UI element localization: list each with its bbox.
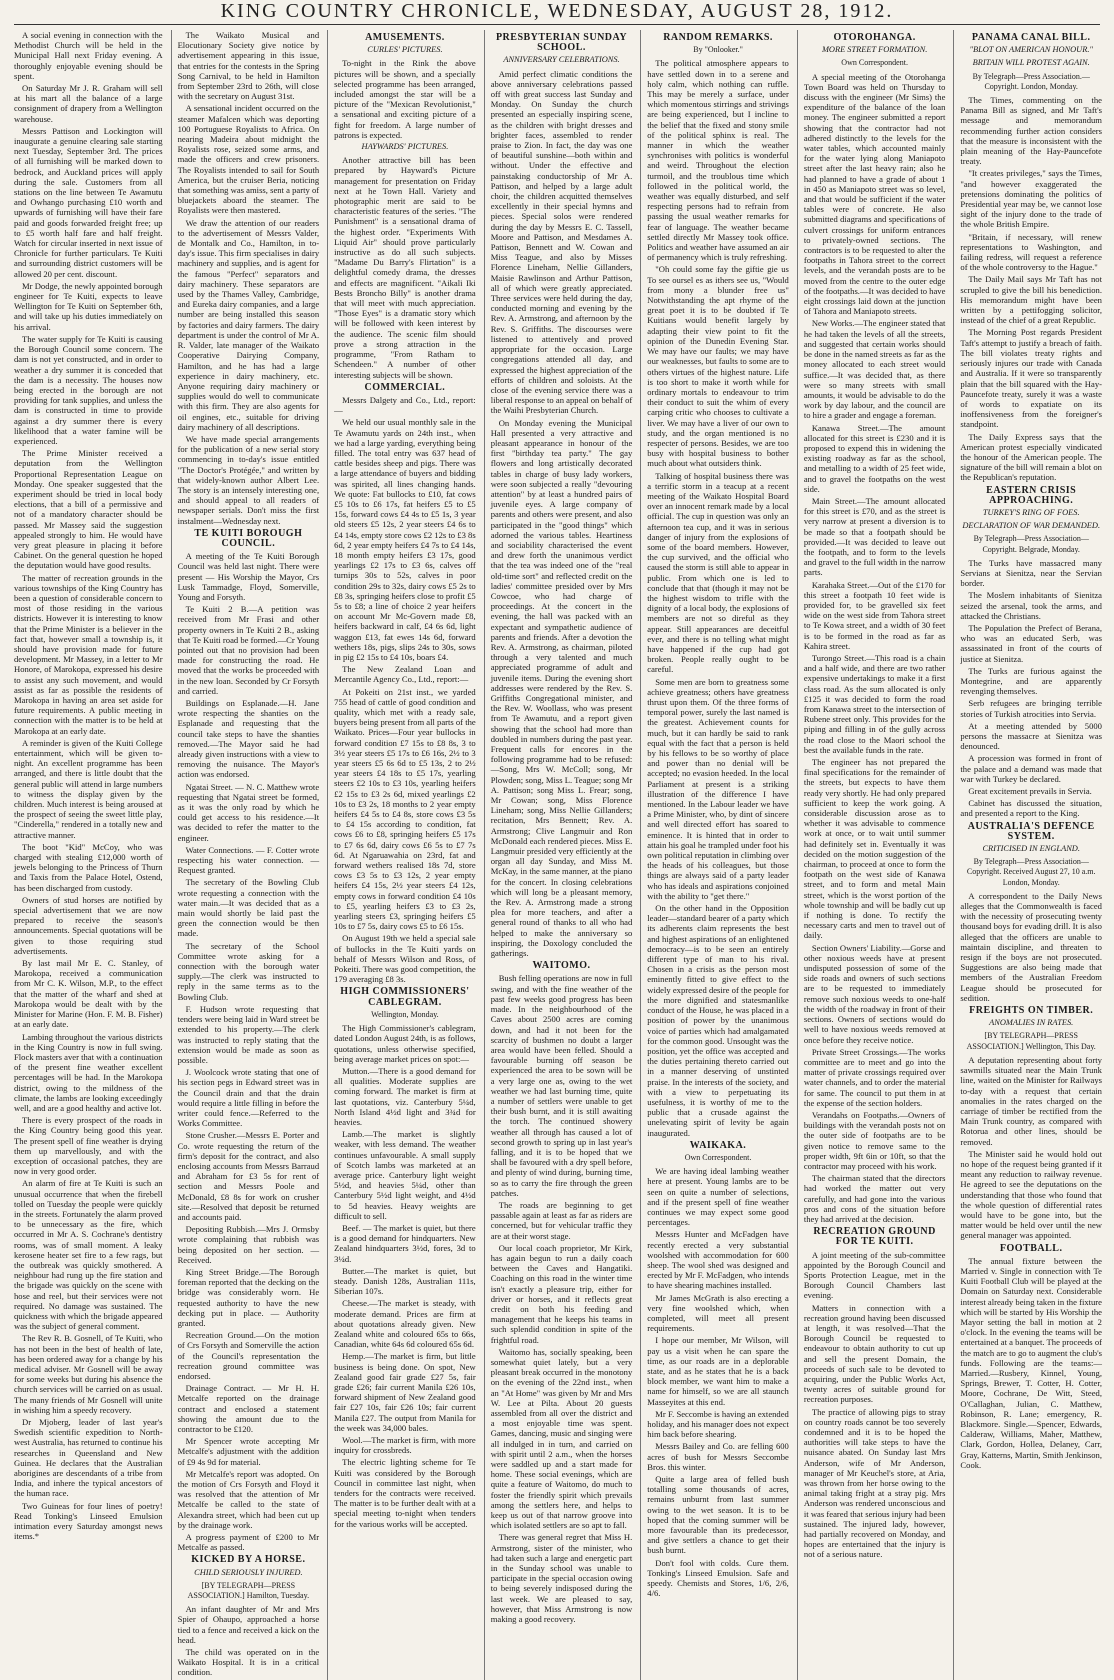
- article-subheading: DECLARATION OF WAR DEMANDED.: [962, 521, 1101, 531]
- article-subheading: BRITAIN WILL PROTEST AGAIN.: [972, 58, 1090, 68]
- column-3: [327, 30, 476, 1680]
- masthead: KING COUNTRY CHRONICLE, WEDNESDAY, AUGUST 28, 1912.: [220, 0, 894, 22]
- article-paragraph: The chairman stated that the directors had worked the matter out very carefully, and had gone into the various pros and cons of the situation before they had arrived at the decision.: [803, 1173, 946, 1224]
- article-paragraph: To-night in the Rink the above pictures will be shown, and a specially selected programme has been arranged, included amongst the star will be a picture of the "Mexican Revolutionist," a sensational and exciting picture of a fight for freedom. A large number of patrons is expected.: [334, 58, 476, 140]
- article-paragraph: The Population the Prefect of Berana, who was an educated Serb, was assassinated in front of the courts of justice at Sienitza.: [960, 622, 1102, 664]
- article-paragraph: Section Owners' Liability.—Gorse and other noxious weeds have at present undisputed possession of some of the side roads and owners of such sections are to be requested to immediately remove such noxious weeds to one-half the width of the roadway in front of their sections. Owners of sections would do well to have noxious weeds removed at once before they receive notice.: [803, 942, 946, 1045]
- column-4: [484, 30, 633, 1680]
- article-paragraph: We draw the attention of our readers to the advertisement of Messrs Valder, de Montalk and Co., Hamilton, in to-day's issue. This firm specialises in dairy machinery and supplies, and is agent for the famous "Perfect" separators and dairy machinery. These separators are used by the Thames Valley, Cambridge, and Eureka dairy companies, and a large number are being installed this season by factories and dairy farmers. The dairy department is under the control of Mr A. R. Valder, late manager of the Waikato Cooperative Dairying Company, Hamilton, and he has had a large experience in dairy machinery, etc. Anyone requiring dairy machinery or supplies would do well to communicate with this firm. They are also agents for oil engines, etc., suitable for driving dairy machinery of all descriptions.: [177, 217, 320, 432]
- article-paragraph: Water Connections. — F. Cotter wrote respecting his water connection. —Request granted.: [177, 844, 320, 876]
- article-paragraph: Turongo Street.—This road is a chain and a half wide, and there are two rather expensive undertakings to make it a first class road. As the sum allocated is only £125 it was decided to form the road from Kanawa street to the intersection of Rubene street only. This provides for the piping and filling in of the gully across the road close to the Maori school the best the available funds in the rate.: [803, 652, 946, 755]
- article-heading: KICKED BY A HORSE.: [191, 1554, 306, 1566]
- article-paragraph: The roads are beginning to get passable again at least as far as riders are concerned, but for vehicular traffic they are at their worst stage.: [490, 1199, 633, 1241]
- article-paragraph: On Monday evening the Municipal Hall presented a very attractive and pleasant appearance in honour of the first "birthday tea party." The gay flowers and long artistically decorated tables in charge of busy lady workers, were soon subjected a really "devouring attention" by at least a hundred pairs of juvenile eyes. A large company of parents and others were present, and also participated in the "good things" which adorned the various tables. Heartiness and sociability characterised the event and drew forth the unanimous verdict that the tea was indeed one of the "real old-time sort" and reflected credit on the ladies' committee presided over by Mrs Cowcoe, who had charge of proceedings. At the concert in the evening, the hall was packed with an expectant and sympathetic audience of parents and friends. After a devotion the Rev. A. Armstrong, as chairman, piloted through a very talented and much appreciated programme of adult and juvenile items. During the evening short addresses were rendered by the Rev. S. Griffiths Congregational minister, and the Rev. W. Woollass, who was present from Te Awamutu, and a report given showing that the school had more than doubled in numbers during the past year. Frequent calls for encores in the following programme had to be refused:—Song, Mrs W. McColl; song, Mr Plowden; song, Miss L. Teague; song Mr A. Pattison; song Miss L. Frear; song, Mr Cowan; song, Miss Florence Lineham; song, Miss Nellie Gillanders; recitation, Mrs Bennett; Rev. A. Armstrong; Clive Langmuir and Ron McDonald each rendered pieces. Miss E. Langmuir presided very efficiently at the organ all day Sunday, and Miss M. McKay, in the same manner, at the piano for the concert. In closing celebrations which will long be a pleasant memory, the Rev. A. Armstrong made a strong plea for more teachers, and after a general round of thanks to all who had helped to make the anniversary so inspiring, the Doxology concluded the gatherings.: [490, 417, 633, 959]
- article-paragraph: The water supply for Te Kuiti is causing the Borough Council some concern. The dam is not yet constructed, and in order to weather a dry summer it is conceded that the dam is a necessity. The houses now being erected in the borough are not providing for tank supplies, and unless the dam is constructed in time to provide against a dry summer there is every likelihood that a water famine will be experienced.: [14, 333, 163, 446]
- article-paragraph: "Oh could some fay the giftie gie us To see oursel es as ithers see us, "Would from mony a blunder free us" Notwithstanding the apt rhyme of the great poet it is to be doubted if Te Kuitians would benefit largely by adapting their view point to fit the opinion of the Dunedin Evening Star. We may have our faults; we may have our weaknesses, but faults to some are to others virtues of the highest nature. Life is too short to make it worth while for ordinary mortals to endeavour to trim their conduct to suit the whim of every carping critic who chooses to cultivate a liver. We may have a liver of our own to study, and the organ mentioned is no respecter of persons. Besides, we are too busy with hospital business to bother much about what outsiders think.: [647, 264, 789, 469]
- article-paragraph: Messrs Hunter and McFadgen have recently erected a very substantial woolshed with accommodation for 600 sheep. The wool shed was designed and erected by Mr F. McFadgen, who intends to have shearing machines installed.: [647, 1229, 789, 1291]
- article-byline: [BY TELEGRAPH—PRESS ASSOCIATION.] Hamilton, Tuesday.: [187, 1580, 310, 1601]
- article-byline: By Telegraph—Press Association—Copyright. Received August 27, 10 a.m. London, Monday.: [966, 857, 1096, 887]
- article-subheading: CRITICISED IN ENGLAND.: [982, 844, 1080, 854]
- article-paragraph: A correspondent to the Daily News alleges that the Commonwealth is faced with the necessity of prosecuting twenty thousand boys for evading drill. It is also alleged that the officers are unable to maintain discipline, and threaten to resign if the boys are not prosecuted. Suggestions are also being made that members of the Australian Freedom League should be prosecuted for sedition.: [960, 890, 1102, 1003]
- article-paragraph: A procession was formed in front of the palace and a demand was made that war with Turkey be declared.: [960, 753, 1102, 784]
- article-paragraph: An alarm of fire at Te Kuiti is such an unusual occurrence that when the firebell tolled on Tuesday the people were quickly in the streets. Fortunately the alarm proved to be unnecessary as the fire, which occurred in Mr A. S. Cochrane's dentistry rooms, was of small moment. A leaky kerosene heater set fire to a few rags, but the outbreak was quickly smothered. A neighbour had rung up the fire station and the brigade was quickly on the scene with hose and reel, but their services were not required. No damage was sustained. The quickness with which the brigade appeared was the subject of general comment.: [14, 1178, 163, 1332]
- article-paragraph: Don't fool with colds. Cure them. Tonking's Linseed Emulsion. Safe and speedy. Chemists and Stores, 1/6, 2/6, 4/6.: [647, 1557, 789, 1599]
- article-paragraph: Private Street Crossings.—The works committee are to meet and go into the matter of private crossings required over water channels, and to order the material for same. The council to put them in at the expense of the section holders.: [803, 1046, 946, 1108]
- article-paragraph: Drainage Contract. — Mr H. H. Metcalfe reported on the drainage contract and enclosed a statement showing the amount due to the contractor to be £120.: [177, 1383, 320, 1435]
- article-heading: AUSTRALIA'S DEFENCE SYSTEM.: [967, 820, 1095, 842]
- article-paragraph: Mr James McGrath is also erecting a very fine woolshed which, when completed, will meet all present requirements.: [647, 1292, 789, 1334]
- article-paragraph: The Morning Post regards President Taft's attempt to justify a breach of faith. The bill violates treaty rights and seriously injures our trade with Canada and Australia. If it were so transparently plain that the bill squared with the Hay-Pauncefote treaty, surely it was a waste of words to expatiate on its inoffensiveness from the foreigner's standpoint.: [960, 327, 1102, 430]
- article-paragraph: A meeting of the Te Kuiti Borough Council was held last night. There were present — His Worship the Mayor, Crs Lusk Tammadge, Floyd, Somerville, Young and Forsyth.: [177, 551, 320, 602]
- article-subheading: CURLES' PICTURES.: [367, 45, 443, 55]
- article-paragraph: Messrs Pattison and Lockington will inaugurate a genuine clearing sale starting next Tuesday, September 3rd. The prices of all furnishing will be marked down to bedrock, and Auckland prices will apply during the sale. Customers from all stations on the line between Te Awamutu and Owhango purchasing £10 worth and upwards of furnishing will have their fare paid and goods forwarded freight free; up to £5 worth half fare and half freight. Watch for circular inserted in next issue of Chronicle for further particulars. Te Kuiti and surrounding district customers will be allowed 20 per cent. discount.: [14, 125, 163, 279]
- article-paragraph: A social evening in connection with the Methodist Church will be held in the Municipal Hall next Friday evening. A thoroughly enjoyable evening should be spent.: [14, 30, 163, 81]
- article-paragraph: Butter.—The market is quiet, but steady. Danish 128s, Australian 111s, Siberian 107s.: [334, 1265, 476, 1297]
- article-paragraph: J. Woolcock wrote stating that one of his section pegs in Edward street was in the Council drain and that the drain would require a little filling in before the writer could fence.—Referred to the Works Committee.: [177, 1067, 320, 1129]
- article-subheading: "BLOT ON AMERICAN HONOUR.": [969, 45, 1093, 55]
- article-paragraph: We held our usual monthly sale in the Te Awamutu yards on 24th inst., when we had a large yarding, everything being filled. The total entry was 637 head of cattle besides sheep and pigs. There was a large attendance of buyers and bidding was spirited, all lines changing hands. We quote: Fat bullocks to £10, fat cows £5 10s to £6 17s, fat heifers £5 to £5 15s, forward cows £4 4s to £5 1s, 3 year old steers £5 12s, 2 year steers £4 6s to £4 14s, empty store cows £2 12s to £3 8s 6d, 2 year empty heifers £4 7s to £4 14s, 18 month empty heifers £3 17s, good yearlings £2 17s to £3 6s, calves off turnips 30s to 52s, calves in poor condition 29s to 32s, dairy cows £5 2s to £8 3s, springing heifers close to profit £5 5s to £8; a line of choice 2 year heifers on account Mr Mc-Govern made £8, heifers backward in calf, £4 6s 6d, light waggon £13, fat ewes 14s 6d, forward wethers 18s, pigs, slips 24s to 30s, sows in pig £2 15s to £4 10s, boars £4.: [334, 417, 476, 662]
- article-subheading: CHILD SERIOUSLY INJURED.: [194, 1567, 303, 1577]
- article-paragraph: The New Zealand Loan and Mercantile Agency Co., Ltd., report:—: [334, 664, 476, 685]
- article-paragraph: The High Commissioner's cablegram, dated London August 24th, is as follows, quotations, unless otherwise specified, being average market prices on spot:—: [334, 1023, 476, 1064]
- article-paragraph: The engineer has not prepared the final specifications for the remainder of the streets, but expects to have them ready very shortly. He had only prepared sufficient to keep the work going. A considerable discussion arose as to whether it was advisable to commence work at once, or to wait until summer had definitely set in. Eventually it was decided on the motion suggestion of the chairman, to proceed at once to form the footpath on the west side of Kanawa street, and to form and metal Main street, which is the worst portion of the whole township and will be badly cut up if nothing is done. To rectify the necessary carts and men to travel out of daily.: [803, 757, 946, 941]
- article-paragraph: Te Kuiti 2 B.—A petition was received from Mr Frasi and other property owners in Te Kuiti 2 B., asking that Te Kuiti road be formed.—Cr Young pointed out that no provision had been made for constructing the road. He moved that the works be proceeded with in the new loan. Seconded by Cr Forsyth and carried.: [177, 604, 320, 696]
- article-subheading: ANNIVERSARY CELEBRATIONS.: [503, 55, 620, 65]
- article-paragraph: Mutton.—There is a good demand for all qualities. Moderate supplies are coming forward. The market is firm at last quotations, viz. Canterbury 5¼d, North Island 4½d light and 3¾d for heavies.: [334, 1065, 476, 1127]
- article-subheading: ANOMALIES IN RATES.: [989, 1018, 1074, 1028]
- article-heading: WAITOMO.: [532, 960, 591, 972]
- article-paragraph: The Rev R. B. Gosnell, of Te Kuiti, who has not been in the best of health of late, has been ordered away for a change by his medical adviser. Mr Gosnell will be away for some weeks but during his absence the church services will be carried on as usual. The many friends of Mr Gosnell will unite in wishing him a speedy recovery.: [14, 1333, 163, 1415]
- article-paragraph: Serb refugees are bringing terrible stories of Turkish atrocities into Servia.: [960, 698, 1102, 719]
- article-paragraph: Mr Metcalfe's report was adopted. On the motion of Crs Forsyth and Floyd it was resolved that the attention of Mr Metcalfe be called to the state of Alexandra street, which had been cut up by the drainage work.: [177, 1468, 320, 1530]
- article-paragraph: Talking of hospital business there was a terrific storm in a teacup at a recent meeting of the Waikato Hospital Board over an innocent remark made by a local official. The cup in question was only an afternoon tea cup, and it was in serious danger of injury from the explosions of some of the board members. However, the cup survived, and the official who caused the storm is still able to appear in public. From which one is led to conclude that that (though it may not be the highest wisdom to trifle with the dignity of a local body, the explosions of members are not so direful as they appear. Still appearances are deceitful ever, and there is no telling what might have happened if the cup had got broken. People really ought to be careful.: [647, 470, 789, 675]
- article-paragraph: Stone Crusher.—Messrs E. Porter and Co. wrote requesting the return of the firm's deposit for the contract, and also enclosing accounts from Messrs Barraud and Abraham for £3 5s for rent of section and Messrs Poole and McDonald, £8 8s for work on crusher site.—Resolved that deposit be returned and accounts paid.: [177, 1130, 320, 1222]
- article-paragraph: "Britain, if necessary, will renew representations to Washington, and failing redress, will request a reference of the whole controversy to the Hague.": [960, 231, 1102, 273]
- article-paragraph: The matter of recreation grounds in the various townships of the King Country has been a question of considerable concern to most of those residing in the various districts. However it is interesting to know that the Prime Minister is a believer in the fact that, however small a township is, it should have provision made for future development. Mr Massey, in a letter to Mr Honore, of Marokopa, expressed his desire to assist any such movement, and would assist as far as possible the residents of Marokopa in having an area set aside for future requirements. A public meeting in connection with the matter is to be held at Marokopa at an early date.: [14, 572, 163, 736]
- article-paragraph: On the other hand in the Opposition leader—standard bearer of a party which its adherents claim represents the best and highest aspirations of an enlightened democracy—is to be seen an entirely different type of man to his rival. Chosen in a crisis as the person most eminently fitted to give effect to the widely expressed desire of the people for the more dignified and statesmanlike conduct of the House, he was placed in a position of power by the unanimous voice of parties which had amalgamated for the common good. Unsought was the position, yet the office was accepted and the duties pertaining thereto carried out in a manner deserving of unstinted praise. In the interests of the society, and with a view to perpetuating its usefulness, it is worthy of me to the public that a crusade against the unelevating spirit of levity be again inaugurated.: [647, 903, 789, 1138]
- article-paragraph: Depositing Rubbish.—Mrs J. Ormsby wrote complaining that rubbish was being deposited on her section. —Received.: [177, 1224, 320, 1265]
- article-paragraph: Matters in connection with a recreation ground having been discussed at length, it was resolved—That the Borough Council be requested to endeavour to obtain authority to cut up and sell the present Domain, the proceeds of such sale to be devoted to acquiring, under the Public Works Act, twenty acres of suitable ground for recreation purposes.: [803, 1302, 946, 1405]
- article-paragraph: Karahaka Street.—Out of the £170 for this street a footpath 10 feet wide is provided for, to be gravelled six feet wide on the west side from Tahora street to Te Kowa street, and a width of 30 feet is to be formed in the road as far as Kahira street.: [803, 579, 946, 651]
- article-paragraph: There was general regret that Miss H. Armstrong, sister of the minister, who had taken such a large and energetic part in the Sunday school was unable to participate in the special occasion owing to being severely indisposed during the last week. We are pleased to say, however, that Miss Armstrong is now making a good recovery.: [490, 1532, 633, 1625]
- article-subheading: MORE STREET FORMATION.: [821, 45, 928, 55]
- article-paragraph: The Waikato Musical and Elocutionary Society give notice by advertisement appearing in this issue, that entries for the contests in the Spring Song Carnival, to be held in Hamilton from September 23rd to 26th, will close with the secretary on August 31st.: [177, 30, 320, 102]
- article-paragraph: On Saturday Mr J. R. Graham will sell at his mart all the balance of a large consignment of drapery from a Wellington warehouse.: [14, 83, 163, 124]
- article-paragraph: The Minister said he would hold out no hope of the request being granted if it meant any reduction to railway revenue. He agreed to see the deputations on the understanding that those who found that the whole question of differential rates would have to be gone into, but the matter would be held over until the new general manager was appointed.: [960, 1148, 1102, 1241]
- article-paragraph: The practice of allowing pigs to stray on country roads cannot be too severely condemned and it is to be hoped the authorities will take steps to have the nuisance abated. On Sunday last Mrs Anderson, wife of Mr Anderson, manager of Mr Keuchel's store, at Aria, was thrown from her horse owing to the animal taking fright at a stray pig. Mrs Anderson was rendered unconscious and it was feared that serious injury had been sustained. The injured lady, however, had partially recovered on Monday, and hopes are entertained that the injury is not of a serious nature.: [803, 1406, 946, 1560]
- article-paragraph: Mr Spencer wrote accepting Mr Metcalfe's adjustment with the addition of £9 4s 9d for material.: [177, 1436, 320, 1467]
- column-1: [14, 30, 163, 1680]
- article-byline: By Telegraph—Press Association—Copyright. Belgrade, Monday.: [973, 534, 1089, 554]
- article-paragraph: Amid perfect climatic conditions the above anniversary celebrations passed off with great success last Sunday and Monday. On Sunday the church presented an especially inspiring scene, as the children with bright dresses and brighter faces, assembled to render praise to Zion. In fact, the day was one of beautiful sunshine—both within and without. Under the effective and painstaking conductorship of Mr A. Pattison, and helped by a large adult choir, the children acquitted themselves excellently in their special hymns and pieces. Special solos were rendered during the day by Messrs E. C. Tassell, Moore and Pattison, and Mesdames A. Pattison, Bennett and W. Cowan and Miss Teague, and also by Misses Florence Lineham, Nellie Gillanders, Maisie Rawlinson and Arthur Pattison, all of which were greatly appreciated. Three services were held during the day, conducted morning and evening by the Rev. A. Armstrong, and afternoon by the Rev. S. Griffiths. The discourses were listened to attentively and proved appropriate for the occasion. Large congregations attended all day, and expressed the highest appreciation of the efforts of children and soloists. At the close of the evening service there was a liberal response to an appeal on behalf of the Waihi Presbyterian Church.: [490, 68, 633, 416]
- article-heading: RECREATION GROUND FOR TE KUITI.: [813, 1226, 936, 1248]
- article-paragraph: The annual fixture between the Married v. Single in connection with Te Kuiti Football Club will be played at the Domain on Saturday next. Considerable interest already being taken in the fixture which will be started by His Worship the Mayor setting the ball in motion at 2 o'clock. In the evening the teams will be entertained at a banquet. The proceeds of the match are to go to augment the club's funds. Following are the teams:—Married.—Rusbery, Kinnel, Young, Springs, Brewer, T. Cotter, H. Cotter, Moore, Cochrane, De Witt, Steed, O'Callaghan, Julian, C. Matthew, Robinson, R. Lane; emergency, R. Blackmore. Single.—Spencer, Edwards, Calderaw, Williams, Maher, Matthew, Clark, Gordon, Hollea, Delaney, Carr, Gray, Katterns, Martin, Smith Jenkinson, Cook.: [960, 1255, 1102, 1470]
- article-subheading: TURKEY'S RING OF FOES.: [982, 507, 1080, 517]
- article-heading: FREIGHTS ON TIMBER.: [969, 1005, 1094, 1017]
- article-paragraph: A joint meeting of the sub-committee appointed by the Borough Council and Sports Protection League, met in the Borough Council Chambers last evening.: [803, 1249, 946, 1301]
- article-heading: WAIKAKA.: [689, 1139, 747, 1151]
- article-paragraph: At Pokeiti on 21st inst., we yarded 755 head of cattle of good condition and quality, which met with a ready sale, buyers being present from all parts of the Waikato. Prices—Four year bullocks in forward condition £7 15s to £8 8s, 3 to 3½ year steers £5 17s to £6 16s, 2½ to 3 year steers £5 6s 6d to £5 13s, 2 to 2½ year steers £4 18s to £5 17s, yearling steers £2 10s to £3 10s, yearling heifers £2 15s to £3 2s 6d, mixed yearlings £2 10s to £3 2s, 18 months to 2 year empty heifers £4 5s to £4 8s, store cows £3 5s to £4 15s according to condition, fat cows £6 to £8, springing heifers £5 17s to £7 6s 6d, dairy cows £6 5s to £7 7s 6d. At Ngaruawahia on 23rd, fat and forward wethers realised 18s 7d, store cows £3 5s to £3 12s, 2 year empty heifers £4 15s, 2½ year steers £4 12s, empty cows in forward condition £4 10s to £5, yearling heifers £3 to £3 2s, yearling steers £3, springing heifers £5 10s to £7 5s, dairy cows £5 to £6 15s.: [334, 686, 476, 932]
- article-paragraph: Hemp.—The market is firm, but little business is being done. On spot, New Zealand good fair grade £27 5s, fair grade £26; fair current Manila £26 10s, forward shipment of New Zealand good fair £27 10s, fair £26 10s; fair current Manila £27. The output from Manila for the week was 34,000 bales.: [334, 1351, 476, 1433]
- column-6: [797, 30, 946, 1680]
- article-paragraph: The Moslem inhabitants of Sienitza seized the arsenal, took the arms, and attacked the Christians.: [960, 590, 1102, 621]
- article-paragraph: Great excitement prevails in Servia.: [968, 786, 1092, 797]
- article-paragraph: The child was operated on in the Waikato Hospital. It is in a critical condition.: [177, 1647, 320, 1678]
- article-paragraph: Main Street.—The amount allocated for this street is £70, and as the street is very narrow at present a diversion is to be made so that a footpath should be provided.—It was decided to leave out the footpath, and to form to the levels and gravel to the full width in the narrow parts.: [803, 495, 946, 578]
- article-paragraph: The Daily Express says that the American protest especially vindicated the honour of the American people. The signature of the bill will remain a blot on the Republican's reputation.: [960, 431, 1102, 483]
- article-paragraph: The Times, commenting on the Panama Bill as signed, and Mr Taft's message and memorandum recommending further action considers that the measure is inconsistent with the plain meaning of the Hay-Pauncefote treaty.: [960, 95, 1102, 167]
- article-byline: [BY TELEGRAPH—PRESS ASSOCIATION.] Wellington, This Day.: [966, 1031, 1096, 1051]
- article-paragraph: The Prime Minister received a deputation from the Wellington Proportional Representation League on Monday. One speaker suggested that the experiment should be tried in local body elections, that a bill of a permissive and not of a mandatory character should be passed. Mr Massey said the suggestion appealed strongly to him. He would have very great pleasure in placing it before Cabinet. On the general question he hoped the deputation would have good results.: [14, 448, 163, 571]
- article-paragraph: King Street Bridge.—The Borough foreman reported that the decking on the bridge was considerably worn. He requested authority to have the new decking put in place. — Authority granted.: [177, 1266, 320, 1328]
- article-paragraph: The Turks are furious against the Montegrine, and are apparently revenging themselves.: [960, 665, 1102, 697]
- article-heading: RANDOM REMARKS.: [663, 32, 773, 43]
- article-paragraph: Another attractive bill has been prepared by Hayward's Picture management for presentation on Friday next at he Town Hall. Variety and photographic merit are said to be characteristic features of the series. "The Punishment" is a sensational drama of the highest order. "Experiments With Liquid Air" should prove particularly instructive as do all such subjects. "Madame Du Barry's Flirtation" is a delightful comedy drama, the dresses and effects are magnificent. "Aikali Iki Bests Broncho Billy" is another drama that will meet with much appreciation. "Those Eyes" is a dramatic story which will be followed with keen interest by the audience. The scenic film should prove a strong attraction in the programme, "From Ratham to Schendeen." A number of other interesting subjects will be shown.: [334, 155, 476, 380]
- article-paragraph: Quite a large area of felled bush totalling some thousands of acres, remains unburnt from last summer owing to the wet season. It is to be hoped that the coming summer will be more favourable than its predecessor, and give settlers a chance to get their bush burnt.: [647, 1474, 789, 1556]
- columns-container: [14, 30, 1102, 1678]
- article-paragraph: Messrs Dalgety and Co., Ltd., report:—: [334, 394, 476, 416]
- article-paragraph: Dr Mjoberg, leader of last year's Swedish scientific expedition to North-west Australia, has returned to continue his researches in Queensland and New Guinea. He declares that the Australian aborigines are descendants of a tribe from India, and inhere the typical ancestors of the human race.: [14, 1417, 163, 1499]
- article-byline: Wellington, Monday.: [371, 1009, 439, 1019]
- article-paragraph: Owners of stud horses are notified by special advertisement that we are now prepared to receive the season's announcements. Special quotations will be given to those requiring stud advertisements.: [14, 894, 163, 956]
- article-paragraph: A progress payment of £200 to Mr Metcalfe as passed.: [177, 1532, 320, 1553]
- article-paragraph: New Works.—The engineer stated that he had taken the levels of all the streets, and suggested that certain works should be done in the named streets as far as the money allocated to each street would suffice.—It was decided that, as there were so many streets with small amounts, it would be advisable to do the work by day labour, and the council are to hire a grader and engage a foreman.: [803, 318, 946, 421]
- article-paragraph: A special meeting of the Otorohanga Town Board was held on Thursday to discuss with the engineer (Mr Sims) the expenditure of the balance of the loan money. The engineer submitted a report showing that the contractor had not adhered distinctly to the levels for the water tables, which accounted mainly for the water lying along Maniapoto street after the last heavy rain; also he had planned to have a grade of about 1 in 450 as Maniapoto street was so level, and that would be sufficient if the water tables were of concrete. He also submitted diagrams and specifications of culvert crossings for uniform entrances to privately-owned sections. The contractors is to be requested to alter the footpaths in Tahora street to the correct levels, and the verandah posts are to be moved from the centre to the outer edge of the footpaths.—It was decided to have eight crossings laid down at the junction of Tahora and Maniapoto streets.: [803, 71, 946, 317]
- column-2: [171, 30, 320, 1680]
- article-paragraph: Mr F. Seccombe is having an extended holiday, and his manager does not expect him back before shearing.: [647, 1408, 789, 1440]
- article-paragraph: The boot "Kid" McCoy, who was charged with stealing £12,000 worth of jewels belonging to the Princess of Thurn and Taxis from the Palace Hotel, Ostend, has been discharged from custody.: [14, 841, 163, 893]
- article-paragraph: An infant daughter of Mr and Mrs Spier of Ohaupo, approached a horse tied to a fence and received a kick on the head.: [177, 1604, 320, 1645]
- article-byline: By "Onlooker.": [693, 45, 743, 55]
- article-paragraph: On August 19th we held a special sale of bullocks in the Te Kuiti yards on behalf of Messrs Wilson and Ross, of Pokeiti. There was good competition, the 179 averaging £8 3s.: [334, 933, 476, 985]
- column-7: [953, 30, 1102, 1680]
- article-paragraph: Wool.—The market is firm, with more inquiry for crossbreds.: [334, 1435, 476, 1456]
- article-paragraph: Ngatai Street. — N. C. Matthew wrote requesting that Ngatai street be formed, as it was the only road by which he could get access to his residence.—It was decided to refer the matter to the engineer.: [177, 781, 320, 843]
- article-paragraph: Two Guineas for four lines of poetry! Read Tonking's Linseed Emulsion intimation every Saturday amongst news items.*: [14, 1500, 163, 1542]
- article-heading: EASTERN CRISIS APPROACHING.: [986, 484, 1077, 506]
- article-paragraph: By last mail Mr E. C. Stanley, of Marokopa, received a communication from Mr C. K. Wilson, M.P., to the effect that the matter of the wharf and shed at Marokopa would be dealt with by the Minister for Marine (Hon. F. M. B. Fisher) at an early date.: [14, 958, 163, 1030]
- article-paragraph: Cheese.—The market is steady, with moderate demand. Prices are firm at about quotations already given. New Zealand white and coloured 65s to 66s, Canadian, white 64s 6d coloured 65s 6d.: [334, 1298, 476, 1350]
- column-5: [640, 30, 789, 1680]
- article-heading: PANAMA CANAL BILL.: [971, 32, 1091, 43]
- article-heading: FOOTBALL.: [999, 1242, 1063, 1254]
- article-paragraph: At a meeting attended by 5000 persons the massacre at Sienitza was denounced.: [960, 720, 1102, 752]
- article-paragraph: F. Hudson wrote requesting that tenders were being laid in Ward street be extended to his property.—The clerk was instructed to reply stating that the extension would be made as soon as possible.: [177, 1003, 320, 1065]
- article-paragraph: A deputation representing about forty sawmills situated near the Main Trunk line, waited on the Minister for Railways to-day with a request that certain anomalies in the rates charged on the carriage of timber be rectified from the Main Trunk country, as compared with Rotorua and other lines, should be removed.: [960, 1054, 1102, 1147]
- article-heading: HIGH COMMISSIONERS' CABLEGRAM.: [340, 986, 470, 1008]
- article-byline: Own Correspondent.: [684, 1152, 752, 1162]
- article-paragraph: We have made special arrangements for the publication of a new serial story commencing in to-day's issue entitled "The Doctor's Protégée," and written by that widely-known author Albert Lee. The story is an intensely interesting one, and should appeal to all readers of newspaper serials. Don't miss the first instalment—Wednesday next.: [177, 433, 320, 526]
- article-paragraph: Buildings on Esplanade.—H. Jane wrote respecting the shanties on the Esplanade and requesting that the council take steps to have the shanties removed.—The Mayor said he had already given instructions with a view to removing the nuisance. The Mayor's action was endorsed.: [177, 698, 320, 780]
- article-paragraph: The political atmosphere appears to have settled down in to a serene and holy calm, which nothing can ruffle. This may be merely a surface, under which momentous stirrings and strivings are being experienced, but I incline to the belief that the fixed and stony smile of the political sphinx is real. The manner in which the weather synchronises with politics is wonderful and weird. Throughout the election turmoil, and the troublous time which followed in the political world, the weather was equally disturbed, and self respecting persons had to refrain from passing the usual weather remarks for fear of language. The weather became settled directly Mr Massey took office. Politics and weather have assumed an air of permanency which is truly refreshing.: [647, 58, 789, 263]
- article-paragraph: I hope our member, Mr Wilson, will pay us a visit when he can spare the time, as our roads are in a deplorable state, and as he states that he is a back block member, we want him to make a name for himself, so we are all staunch Masseyites at this end.: [647, 1335, 789, 1407]
- article-paragraph: Messrs Bailey and Co. are felling 600 acres of bush for Messrs Seccombe Bros. this winter.: [647, 1441, 789, 1472]
- article-paragraph: The secretary of the Bowling Club wrote requesting a connection with the water main.—It was decided that as a main would shortly be laid past the green the connection would be then made.: [177, 877, 320, 939]
- article-paragraph: "It creates privileges," says the Times, "and however exaggerated the pretensions dominating the politics of Presidential year may be, we cannot lose sight of the injury done to the trade of the whole British Empire.: [960, 168, 1102, 230]
- article-paragraph: Beef. — The market is quiet, but there is a good demand for hindquarters. New Zealand hindquarters 3½d, fores, 3d to 3¼d.: [334, 1222, 476, 1264]
- article-paragraph: Kanawa Street.—The amount allocated for this street is £230 and it is proposed to expend this in widening the existing roadway as far as the school, and metalling to a width of 25 feet wide, and to gravel the footpaths on the west side.: [803, 422, 946, 494]
- article-heading: AMUSEMENTS.: [365, 32, 445, 43]
- article-heading: TE KUITI BOROUGH COUNCIL.: [194, 527, 303, 549]
- article-paragraph: Mr Dodge, the newly appointed borough engineer for Te Kuiti, expects to leave Wellington for Te Kuiti on September 6th, and will take up his duties immediately on his arrival.: [14, 280, 163, 332]
- article-paragraph: Lambing throughout the various districts in the King Country is now in full swing. Flock masters aver that with a continuation of the present fine weather excellent percentages will be had. In the Marokopa district, owing to the mildness of the climate, the lambs are looking exceedingly well, and are a good healthy and active lot.: [14, 1031, 163, 1113]
- article-paragraph: The secretary of the School Committee wrote asking for a connection with the borough water supply.—The clerk was instructed to reply in the same terms as to the Bowling Club.: [177, 940, 320, 1002]
- article-subheading: HAYWARDS' PICTURES.: [361, 142, 449, 152]
- article-byline: Own Correspondent.: [841, 58, 908, 68]
- article-paragraph: Our local coach proprietor, Mr Kirk, has again begun to run a daily coach between the Caves and Hangatiki. Coaching on this road in the winter time isn't exactly a pleasure trip, either for driver or horses, and it reflects great credit on both his feeding and management that he keeps his teams in such splendid condition in spite of the frightful road.: [490, 1242, 633, 1345]
- article-paragraph: The Daily Mail says Mr Taft has not scrupled to give the bill his benediction. His memorandum might have been written by a pettifogging solicitor, instead of the chief of a great Republic.: [960, 274, 1102, 326]
- article-heading: PRESBYTERIAN SUNDAY SCHOOL.: [495, 32, 628, 54]
- article-paragraph: Verandahs on Footpaths.—Owners of buildings with the verandah posts not on the outer side of footpaths are to be given notice to remove same to the proper width, 9ft 6in or 10ft, so that the contractor may proceed with his work.: [803, 1109, 946, 1171]
- article-paragraph: Recreation Ground.—On the motion of Crs Forsyth and Somerville the action of the Council's representation the recreation ground committee was endorsed.: [177, 1330, 320, 1381]
- article-heading: COMMERCIAL.: [364, 381, 446, 393]
- article-paragraph: Some men are born to greatness some achieve greatness; others have greatness thrust upon them. Of the three forms of temporal power, surely the last named is the greatest. Achievement counts for much, but it can hardly be said to rank equal with the fact that a person is held by his fellows to be so worthy of place and power than no denial will be accepted; no evasion heeded. In the local Parliament at present is a striking illustration of the difference I have mentioned. In the Labour leader we have a Prime Minister, who, by dint of sincere and well directed effort has soared to eminence. It is hinted that in order to attain his goal he trampled under foot his own political reputation in climbing over the heads of his colleagues, but those things are always said of a party leader who has ideals and aspirations conjoined with the ability to "get there.": [647, 676, 789, 901]
- article-paragraph: Lamb.—The market is slightly weaker, with less demand. The weather continues unfavourable. A small supply of Scotch lambs was marketed at an average price. Canterbury light weight 5½d, and heavies 5¼d, other than Canterbury 5½d light weight, and 4½d to 5d heavies. Heavy weights are difficult to sell.: [334, 1129, 476, 1221]
- article-paragraph: A reminder is given of the Kuiti College entertainment, which will be given to-night. An excellent programme has been arranged, and there is little doubt that the general public will attend in large numbers to witness the display given by the children. Much interest is being aroused at the prospect of seeing the sweet little play, "Cinderella," rendered in a totally new and attractive manner.: [14, 737, 163, 840]
- article-paragraph: There is every prospect of the roads in the King Country being good this year. The present spell of fine weather is drying them up marvellously, and with the exception of occasional patches, they are now in very good order.: [14, 1115, 163, 1177]
- article-heading: OTOROHANGA.: [833, 32, 916, 43]
- masthead-rule: [14, 24, 1100, 25]
- article-byline: By Telegraph—Press Association.—Copyright. London, Monday.: [972, 71, 1090, 91]
- article-paragraph: The Turks have massacred many Servians at Sienitza, near the Servian border.: [960, 557, 1102, 589]
- article-paragraph: Cabinet has discussed the situation, and presented a report to the King.: [960, 798, 1102, 819]
- article-paragraph: We are having ideal lambing weather here at present. Young lambs are to be seen on quite a number of selections, and if the present spell of fine weather continues we may expect some good percentages.: [647, 1166, 789, 1228]
- article-paragraph: A sensational incident occurred on the steamer Mafalcen which was deporting 100 Portuguese Royalists to Africa. On nearing Madeira about midnight the Royalists rose, seized some arms, and made the officers and crew prisoners. The Royalists intended to sail for South America, but the cruiser Beria, noticing that something was amiss, sent a party of bluejackets aboard the steamer. The Royalists were then mastered.: [177, 103, 320, 216]
- article-paragraph: Bush felling operations are now in full swing, and with the fine weather of the past few weeks good progress has been made. In the neighbourhood of the Caves about 2500 acres are coming down, and had it not been for the scarcity of bushmen no doubt a larger area would have been felled. Should a favourable burning off season be experienced the area to be sown will be a very large one as, owing to the wet weather we had last burning time, quite a number of settlers were unable to get their bush burnt, and it is still awaiting the torch. The continued showery weather all through has caused a lot of second growth to spring up in last year's falling, and it is to be hoped that we shall be favoured with a dry spell before, and plenty of wind during, burning time, so as to carry the fire through the green patches.: [490, 973, 633, 1198]
- article-paragraph: The electric lighting scheme for Te Kuiti was considered by the Borough Council in committee last night, when tenders for the contracts were received. The matter is to be further dealt with at a special meeting to-night when tenders for the various works will be accepted.: [334, 1457, 476, 1529]
- article-paragraph: Waitomo has, socially speaking, been somewhat quiet lately, but a very pleasant break occurred in the monotony on the evening of the 22nd inst., when an "At Home" was given by Mr and Mrs W. Lee at Pilta. About 20 guests assembled from all over the district and a most enjoyable time was spent. Games, dancing, music and singing were all indulged in in turn, and carried on with spirit until 2 a.m., when the horses were saddled up and a start made for home. These social evenings, which are quite a feature of Waitomo, do much to foster the friendly spirit which prevails among the settlers here, and helps to keep us out of that narrow groove into which isolated settlers are so apt to fall.: [490, 1346, 633, 1531]
